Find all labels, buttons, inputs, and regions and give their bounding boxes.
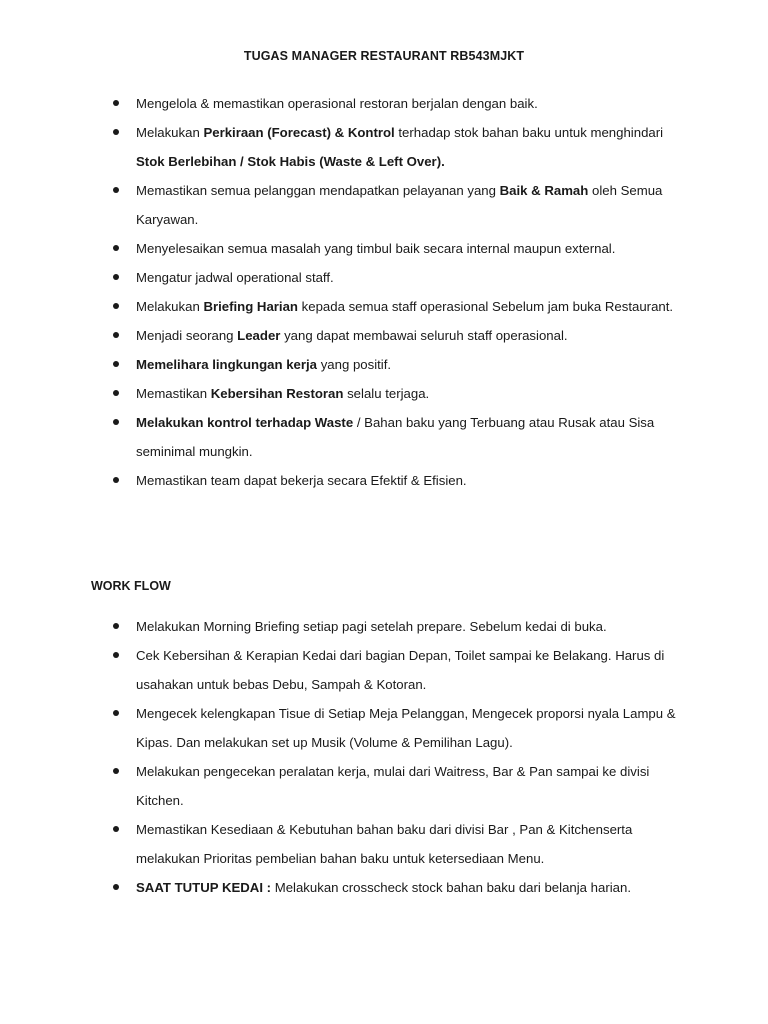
task-item bbox=[0, 321, 768, 350]
text-segment: / Bahan baku yang Terbuang atau Rusak atau Sisa seminimal mungkin. bbox=[136, 415, 655, 459]
bullet-icon bbox=[113, 332, 119, 338]
task-item bbox=[0, 292, 768, 321]
text-segment: Melakukan Morning Briefing setiap pagi setelah prepare. Sebelum kedai di buka. bbox=[136, 619, 607, 634]
task-item bbox=[0, 176, 768, 234]
text-segment: Melakukan bbox=[136, 299, 204, 314]
bold-text: SAAT TUTUP KEDAI : bbox=[136, 880, 272, 895]
bold-text: Perkiraan (Forecast) & Kontrol bbox=[203, 125, 395, 140]
bold-text: Briefing Harian bbox=[203, 299, 298, 314]
text-segment: Melakukan crosscheck stock bahan baku dari belanja harian. bbox=[271, 880, 631, 895]
bullet-icon bbox=[113, 187, 119, 193]
text-segment: Memastikan bbox=[136, 386, 211, 401]
bullet-icon bbox=[113, 477, 119, 483]
bullet-icon bbox=[113, 245, 119, 251]
text-segment: Memastikan Kesediaan & Kebutuhan bahan baku dari divisi Bar , Pan & Kitchenserta melakukan Prioritas pembelian bahan baku untuk ketersediaan Menu. bbox=[136, 822, 633, 866]
bullet-icon bbox=[113, 129, 119, 135]
workflow-list bbox=[0, 612, 768, 902]
workflow-item bbox=[0, 757, 768, 815]
text-segment: Melakukan bbox=[136, 125, 204, 140]
text-segment: Mengecek kelengkapan Tisue di Setiap Meja Pelanggan, Mengecek proporsi nyala Lampu & Kipas. Dan melakukan set up Musik (Volume & Pemilihan Lagu). bbox=[136, 706, 676, 750]
bullet-icon bbox=[113, 623, 119, 629]
text-segment: terhadap stok bahan baku untuk menghindari bbox=[394, 125, 664, 140]
text-segment: yang dapat membawai seluruh staff operasional. bbox=[280, 328, 568, 343]
bold-text: Melakukan kontrol terhadap Waste bbox=[136, 415, 354, 430]
workflow-item bbox=[0, 641, 768, 699]
text-segment: yang positif. bbox=[317, 357, 392, 372]
workflow-heading: WORK FLOW bbox=[91, 579, 171, 593]
workflow-item bbox=[0, 699, 768, 757]
task-item bbox=[0, 234, 768, 263]
tasks-list bbox=[0, 89, 768, 495]
bold-text: Memelihara lingkungan kerja bbox=[136, 357, 318, 372]
bold-text: Kebersihan Restoran bbox=[210, 386, 344, 401]
bullet-icon bbox=[113, 303, 119, 309]
text-segment: Memastikan semua pelanggan mendapatkan pelayanan yang bbox=[136, 183, 500, 198]
task-item bbox=[0, 350, 768, 379]
bold-text: Leader bbox=[237, 328, 281, 343]
text-segment: Mengatur jadwal operational staff. bbox=[136, 270, 334, 285]
bullet-icon bbox=[113, 768, 119, 774]
workflow-item bbox=[0, 612, 768, 641]
text-segment: selalu terjaga. bbox=[343, 386, 430, 401]
text-segment: Memastikan team dapat bekerja secara Efektif & Efisien. bbox=[136, 473, 467, 488]
bullet-icon bbox=[113, 652, 119, 658]
text-segment: Cek Kebersihan & Kerapian Kedai dari bagian Depan, Toilet sampai ke Belakang. Harus di usahakan untuk bebas Debu, Sampah & Kotoran. bbox=[136, 648, 665, 692]
task-item bbox=[0, 379, 768, 408]
bullet-icon bbox=[113, 419, 119, 425]
task-item bbox=[0, 118, 768, 176]
task-item bbox=[0, 89, 768, 118]
workflow-item bbox=[0, 873, 768, 902]
task-item bbox=[0, 466, 768, 495]
bullet-icon bbox=[113, 390, 119, 396]
bullet-icon bbox=[113, 274, 119, 280]
task-item bbox=[0, 263, 768, 292]
bullet-icon bbox=[113, 100, 119, 106]
text-segment: oleh Semua Karyawan. bbox=[136, 183, 663, 227]
text-segment: kepada semua staff operasional Sebelum jam buka Restaurant. bbox=[297, 299, 674, 314]
text-segment: Menyelesaikan semua masalah yang timbul baik secara internal maupun external. bbox=[136, 241, 616, 256]
bold-text: Baik & Ramah bbox=[499, 183, 589, 198]
bold-text: Stok Berlebihan / Stok Habis (Waste & Left Over). bbox=[136, 154, 445, 169]
bullet-icon bbox=[113, 361, 119, 367]
text-segment: Mengelola & memastikan operasional restoran berjalan dengan baik. bbox=[136, 96, 538, 111]
task-item bbox=[0, 408, 768, 466]
workflow-item bbox=[0, 815, 768, 873]
bullet-icon bbox=[113, 710, 119, 716]
text-segment: Melakukan pengecekan peralatan kerja, mulai dari Waitress, Bar & Pan sampai ke divisi Kitchen. bbox=[136, 764, 650, 808]
document-title: TUGAS MANAGER RESTAURANT RB543MJKT bbox=[243, 49, 525, 63]
bullet-icon bbox=[113, 826, 119, 832]
text-segment: Menjadi seorang bbox=[136, 328, 238, 343]
bullet-icon bbox=[113, 884, 119, 890]
